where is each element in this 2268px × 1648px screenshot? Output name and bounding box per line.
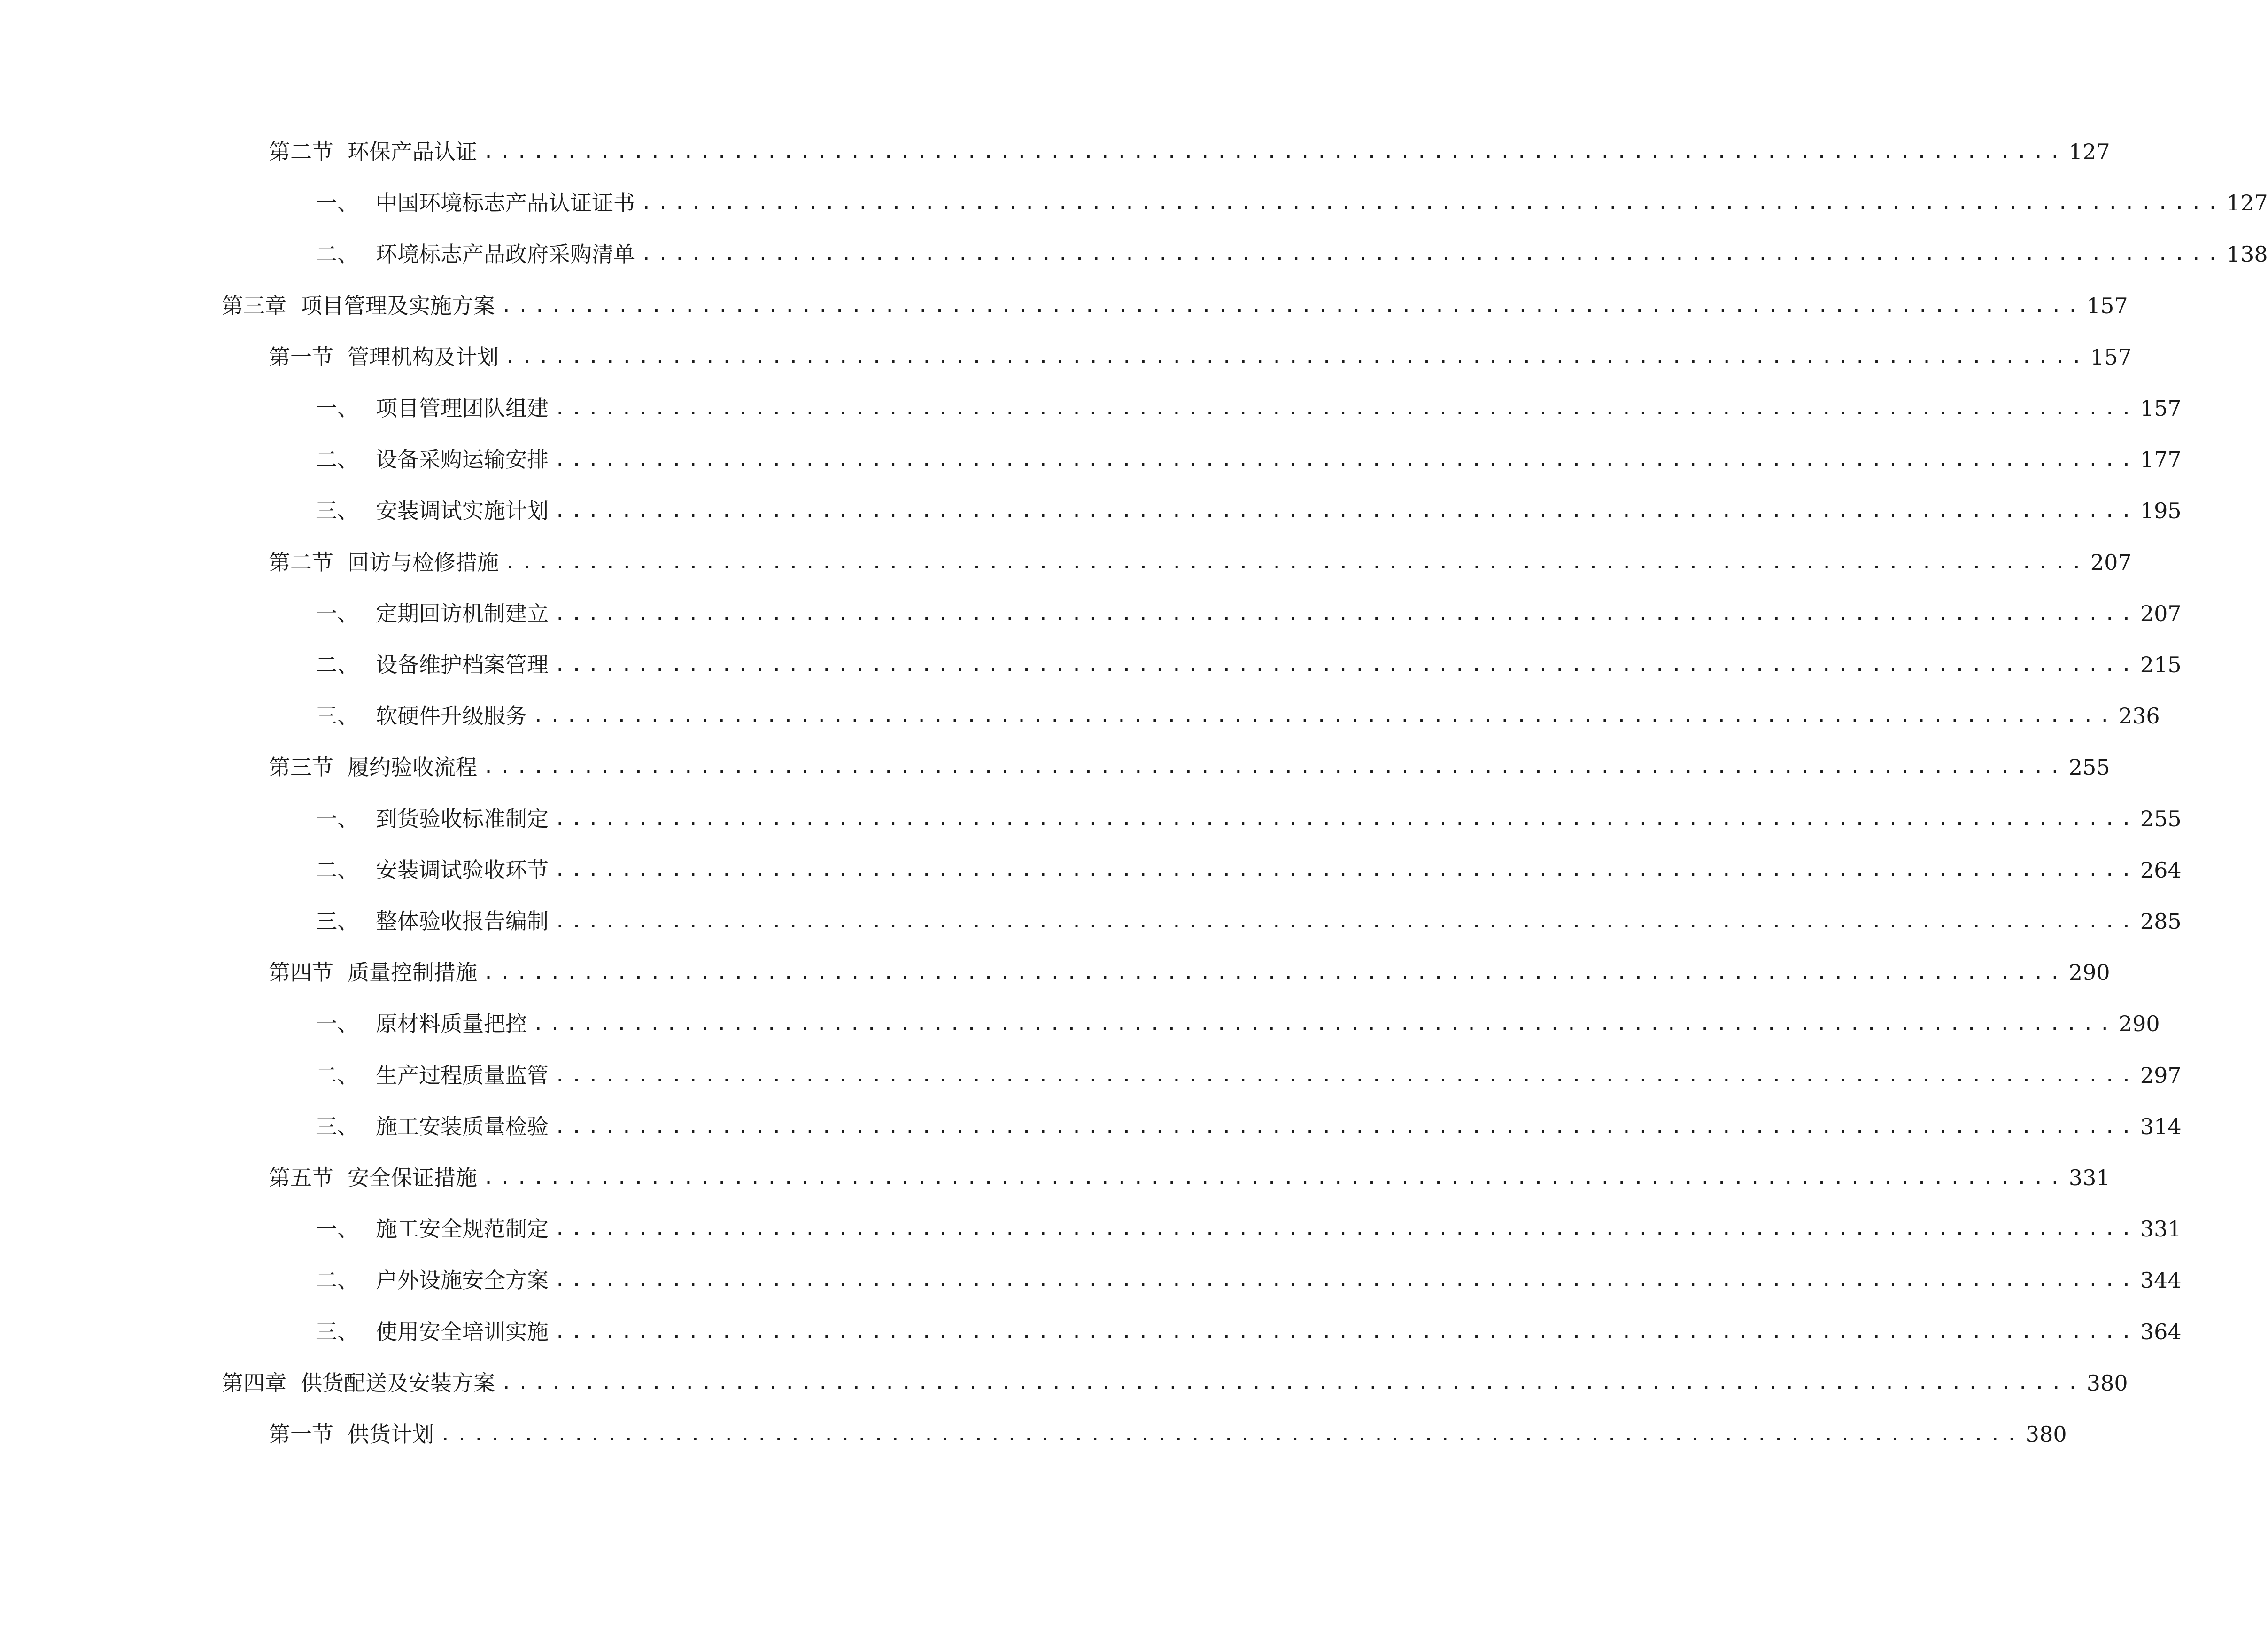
toc-entry[interactable] bbox=[222, 289, 2128, 322]
toc-entry-title: 设备采购运输安排 bbox=[376, 447, 549, 473]
toc-leader-dots: ............................................................................................... bbox=[554, 1115, 2137, 1137]
toc-entry-label bbox=[316, 1007, 527, 1040]
toc-entry-label bbox=[269, 751, 477, 784]
toc-entry-number: 二、 bbox=[316, 652, 359, 677]
toc-entry-title: 生产过程质量监管 bbox=[376, 1062, 549, 1088]
toc-entry[interactable] bbox=[269, 1161, 2110, 1194]
toc-entry-page-number: 195 bbox=[2140, 498, 2182, 524]
toc-leader-dots: ............................................................................................... bbox=[554, 602, 2137, 624]
toc-leader-dots: ............................................................................................... bbox=[483, 141, 2066, 163]
toc-entry-number: 第二节 bbox=[269, 139, 333, 164]
toc-entry-page-number: 255 bbox=[2068, 754, 2110, 780]
toc-entry-page-number: 285 bbox=[2140, 909, 2182, 934]
toc-entry-label bbox=[316, 700, 527, 732]
toc-entry-number: 二、 bbox=[316, 857, 359, 883]
toc-entry-label bbox=[269, 135, 477, 168]
toc-entry-title: 供货计划 bbox=[348, 1422, 434, 1447]
toc-entry-title: 使用安全培训实施 bbox=[376, 1319, 549, 1345]
toc-leader-dots: ............................................................................................... bbox=[501, 295, 2084, 317]
toc-entry-label bbox=[316, 648, 549, 681]
toc-entry-page-number: 380 bbox=[2025, 1422, 2067, 1447]
toc-entry[interactable] bbox=[316, 1059, 2182, 1092]
toc-entry-page-number: 157 bbox=[2086, 293, 2128, 319]
toc-entry-number: 第一节 bbox=[269, 344, 333, 370]
toc-leader-dots: ............................................................................................... bbox=[554, 859, 2137, 881]
toc-entry-label bbox=[316, 1110, 549, 1143]
toc-entry-number: 第三章 bbox=[222, 293, 286, 319]
toc-entry-title: 原材料质量把控 bbox=[376, 1011, 527, 1037]
toc-leader-dots: ............................................................................................... bbox=[554, 1064, 2137, 1086]
toc-entry-page-number: 157 bbox=[2090, 344, 2132, 370]
toc-entry-number: 第一节 bbox=[269, 1422, 333, 1447]
toc-entry-title: 管理机构及计划 bbox=[348, 344, 499, 370]
toc-entry-number: 二、 bbox=[316, 1062, 359, 1088]
toc-leader-dots: ............................................................................................... bbox=[554, 1218, 2137, 1240]
toc-entry-page-number: 290 bbox=[2118, 1011, 2160, 1037]
toc-entry[interactable] bbox=[316, 854, 2182, 886]
toc-entry-number: 三、 bbox=[316, 1113, 359, 1139]
toc-entry-number: 第三节 bbox=[269, 754, 333, 780]
toc-entry-label bbox=[316, 854, 549, 886]
toc-leader-dots: ............................................................................................... bbox=[554, 654, 2137, 676]
toc-entry-number: 一、 bbox=[316, 600, 359, 626]
toc-entry-number: 一、 bbox=[316, 1216, 359, 1242]
toc-entry-label bbox=[316, 238, 635, 271]
toc-entry-label bbox=[222, 289, 495, 322]
toc-entry[interactable] bbox=[269, 135, 2110, 168]
toc-entry-title: 环境标志产品政府采购清单 bbox=[376, 241, 635, 267]
toc-entry-page-number: 127 bbox=[2068, 139, 2110, 164]
toc-entry-page-number: 380 bbox=[2086, 1370, 2128, 1396]
toc-entry-page-number: 314 bbox=[2140, 1113, 2182, 1139]
toc-entry-title: 安装调试验收环节 bbox=[376, 857, 549, 883]
toc-entry-page-number: 177 bbox=[2140, 447, 2182, 473]
toc-entry-page-number: 207 bbox=[2090, 549, 2132, 575]
toc-entry-title: 安装调试实施计划 bbox=[376, 498, 549, 524]
toc-entry-number: 第四节 bbox=[269, 960, 333, 986]
toc-entry[interactable] bbox=[316, 802, 2182, 835]
toc-entry[interactable] bbox=[316, 905, 2182, 938]
toc-entry-label bbox=[269, 1418, 434, 1451]
toc-entry-title: 到货验收标准制定 bbox=[376, 806, 549, 832]
toc-entry-title: 项目管理及实施方案 bbox=[301, 293, 495, 319]
toc-entry-title: 整体验收报告编制 bbox=[376, 909, 549, 934]
toc-entry[interactable] bbox=[269, 751, 2110, 784]
toc-entry-number: 二、 bbox=[316, 1267, 359, 1293]
toc-leader-dots: ............................................................................................... bbox=[483, 756, 2066, 778]
toc-entry-title: 安全保证措施 bbox=[348, 1165, 477, 1190]
toc-entry-page-number: 290 bbox=[2068, 960, 2110, 986]
toc-entry[interactable] bbox=[316, 700, 2160, 732]
toc-entry-title: 户外设施安全方案 bbox=[376, 1267, 549, 1293]
toc-leader-dots: ............................................................................................... bbox=[533, 705, 2116, 727]
toc-entry[interactable] bbox=[316, 1315, 2182, 1348]
toc-entry[interactable] bbox=[316, 392, 2182, 425]
toc-entry-page-number: 297 bbox=[2140, 1062, 2182, 1088]
toc-entry-label bbox=[316, 443, 549, 476]
toc-leader-dots: ............................................................................................... bbox=[554, 449, 2137, 471]
toc-entry[interactable] bbox=[269, 341, 2132, 373]
toc-leader-dots: ............................................................................................... bbox=[554, 500, 2137, 522]
toc-entry-page-number: 344 bbox=[2140, 1267, 2182, 1293]
toc-entry-title: 环保产品认证 bbox=[348, 139, 477, 164]
toc-entry-number: 三、 bbox=[316, 1319, 359, 1345]
toc-entry-title: 施工安装质量检验 bbox=[376, 1113, 549, 1139]
toc-entry-title: 设备维护档案管理 bbox=[376, 652, 549, 677]
toc-entry-label bbox=[316, 802, 549, 835]
toc-entry-page-number: 127 bbox=[2226, 190, 2268, 216]
toc-entry-label bbox=[316, 1315, 549, 1348]
toc-entry-page-number: 207 bbox=[2140, 600, 2182, 626]
toc-entry[interactable] bbox=[316, 1110, 2182, 1143]
toc-entry-label bbox=[222, 1367, 495, 1399]
toc-entry-label bbox=[316, 1059, 549, 1092]
toc-leader-dots: ............................................................................................... bbox=[554, 1321, 2137, 1343]
toc-entry[interactable] bbox=[316, 494, 2182, 527]
toc-entry-title: 定期回访机制建立 bbox=[376, 600, 549, 626]
toc-leader-dots: ............................................................................................... bbox=[483, 962, 2066, 984]
toc-entry-number: 一、 bbox=[316, 1011, 359, 1037]
toc-entry-page-number: 331 bbox=[2068, 1165, 2110, 1190]
toc-entry-page-number: 157 bbox=[2140, 396, 2182, 421]
toc-leader-dots: ............................................................................................... bbox=[440, 1423, 2023, 1445]
toc-entry[interactable] bbox=[316, 187, 2268, 219]
toc-leader-dots: ............................................................................................... bbox=[554, 808, 2137, 830]
toc-entry-label bbox=[269, 956, 477, 989]
toc-entry-label bbox=[316, 1213, 549, 1245]
toc-entry[interactable] bbox=[316, 443, 2182, 476]
toc-leader-dots: ............................................................................................... bbox=[483, 1167, 2066, 1189]
toc-leader-dots: ............................................................................................... bbox=[504, 346, 2088, 368]
toc-entry-number: 二、 bbox=[316, 447, 359, 473]
toc-leader-dots: ............................................................................................... bbox=[554, 910, 2137, 932]
toc-entry[interactable] bbox=[316, 1213, 2182, 1245]
toc-entry-number: 第五节 bbox=[269, 1165, 333, 1190]
toc-entry-page-number: 236 bbox=[2118, 703, 2160, 729]
toc-entry-label bbox=[269, 546, 499, 579]
toc-entry-title: 项目管理团队组建 bbox=[376, 396, 549, 421]
toc-leader-dots: ............................................................................................... bbox=[554, 397, 2137, 419]
toc-entry[interactable] bbox=[316, 238, 2268, 271]
toc-entry-page-number: 264 bbox=[2140, 857, 2182, 883]
toc-entry-title: 回访与检修措施 bbox=[348, 549, 499, 575]
toc-entry-label bbox=[316, 494, 549, 527]
toc-entry-label bbox=[316, 1264, 549, 1297]
toc-entry-title: 施工安全规范制定 bbox=[376, 1216, 549, 1242]
toc-entry-label bbox=[316, 597, 549, 630]
toc-entry-title: 质量控制措施 bbox=[348, 960, 477, 986]
toc-entry-number: 三、 bbox=[316, 909, 359, 934]
toc-entry[interactable] bbox=[316, 597, 2182, 630]
toc-entry[interactable] bbox=[316, 1007, 2160, 1040]
toc-entry-number: 三、 bbox=[316, 498, 359, 524]
toc-entry-number: 二、 bbox=[316, 241, 359, 267]
toc-entry[interactable] bbox=[316, 1264, 2182, 1297]
toc-entry-page-number: 255 bbox=[2140, 806, 2182, 832]
toc-entry-title: 中国环境标志产品认证证书 bbox=[376, 190, 635, 216]
toc-entry[interactable] bbox=[269, 956, 2110, 989]
toc-entry[interactable] bbox=[269, 546, 2132, 579]
toc-entry[interactable] bbox=[222, 1367, 2128, 1399]
toc-entry-number: 一、 bbox=[316, 396, 359, 421]
toc-entry-page-number: 138 bbox=[2226, 241, 2268, 267]
toc-entry-page-number: 364 bbox=[2140, 1319, 2182, 1345]
toc-entry-number: 三、 bbox=[316, 703, 359, 729]
toc-entry-label bbox=[269, 341, 499, 373]
toc-entry-number: 一、 bbox=[316, 806, 359, 832]
toc-entry-label bbox=[316, 187, 635, 219]
toc-entry-page-number: 215 bbox=[2140, 652, 2182, 677]
toc-leader-dots: ............................................................................................... bbox=[504, 551, 2088, 573]
toc-entry-title: 履约验收流程 bbox=[348, 754, 477, 780]
toc-entry-number: 第四章 bbox=[222, 1370, 286, 1396]
toc-entry[interactable] bbox=[316, 648, 2182, 681]
toc-leader-dots: ............................................................................................... bbox=[501, 1372, 2084, 1394]
toc-entry-number: 一、 bbox=[316, 190, 359, 216]
toc-leader-dots: ............................................................................................... bbox=[533, 1013, 2116, 1035]
toc-entry-number: 第二节 bbox=[269, 549, 333, 575]
toc-entry-page-number: 331 bbox=[2140, 1216, 2182, 1242]
toc-leader-dots: ............................................................................................... bbox=[554, 1269, 2137, 1291]
toc-entry-title: 软硬件升级服务 bbox=[376, 703, 527, 729]
toc-leader-dots: ............................................................................................... bbox=[641, 192, 2224, 214]
toc-entry-label bbox=[316, 905, 549, 938]
toc-entry[interactable] bbox=[269, 1418, 2067, 1451]
toc-entry-label bbox=[316, 392, 549, 425]
toc-leader-dots: ............................................................................................... bbox=[641, 243, 2224, 265]
toc-entry-title: 供货配送及安装方案 bbox=[301, 1370, 495, 1396]
toc-entry-label bbox=[269, 1161, 477, 1194]
